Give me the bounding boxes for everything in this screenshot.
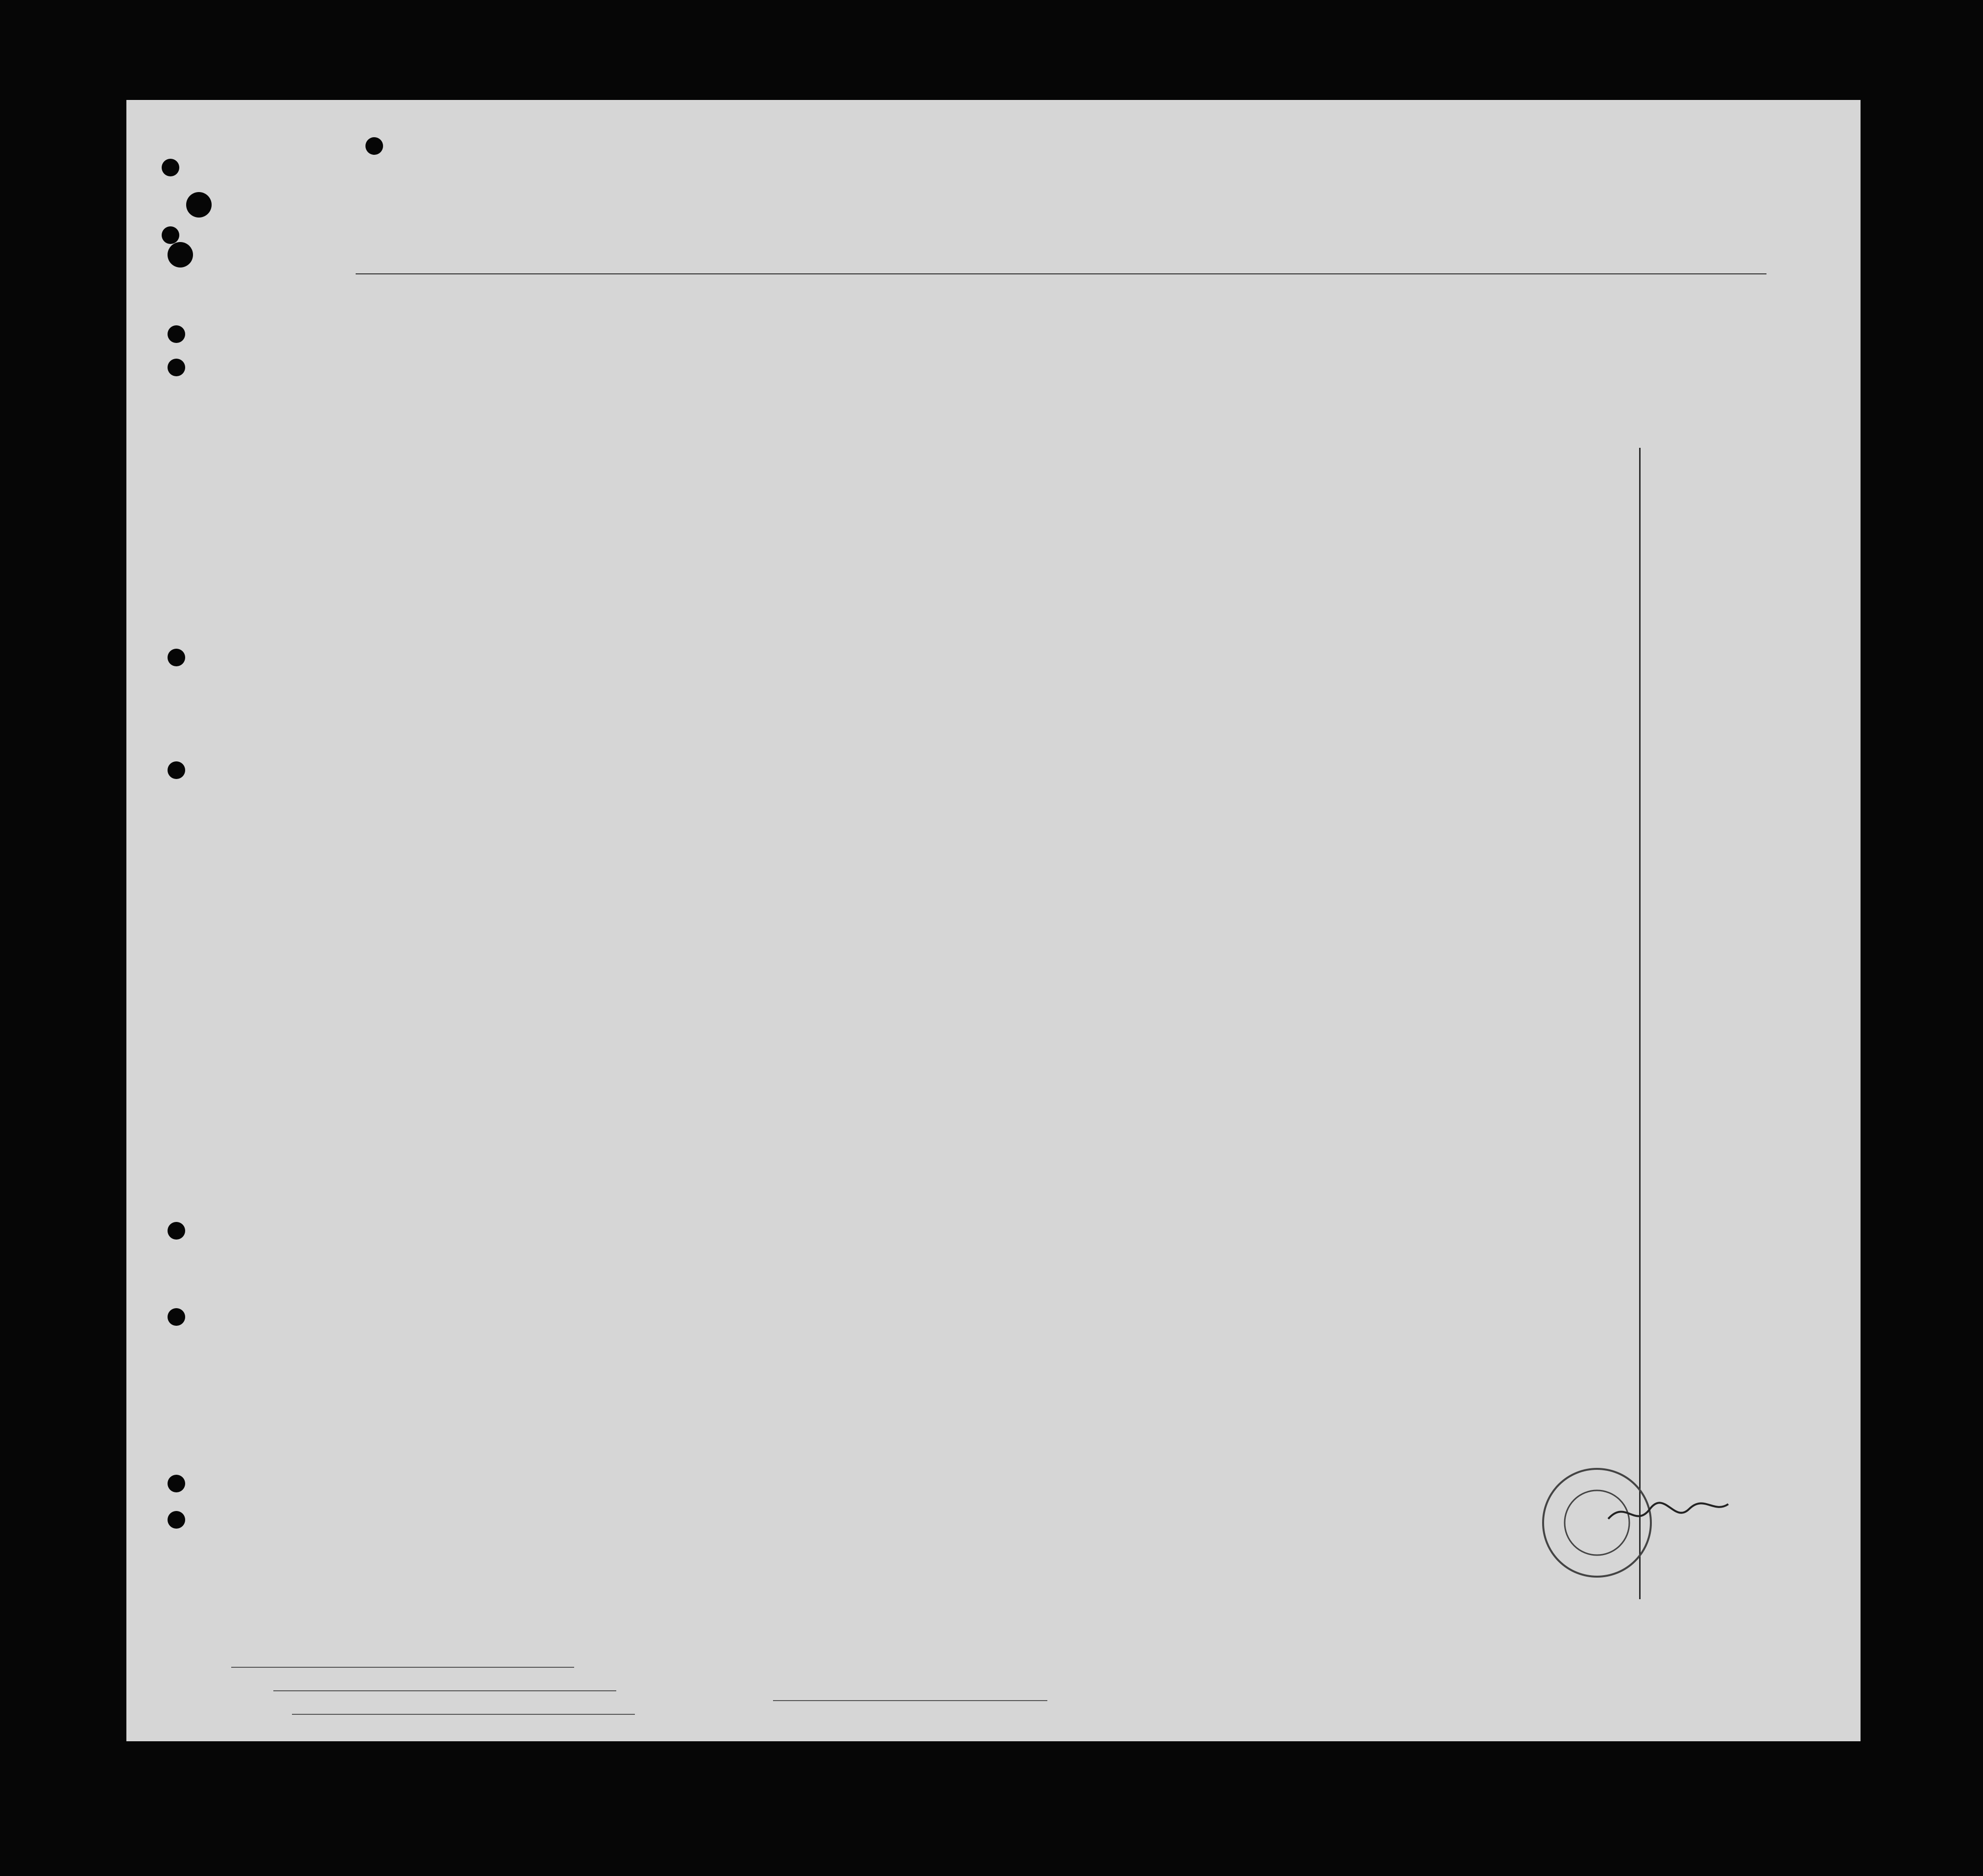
- remarks-ditto-line: [1639, 448, 1641, 1599]
- footer-rule: [231, 1667, 574, 1668]
- remarks-signature: [1606, 1489, 1733, 1534]
- manifest-sheet: [126, 100, 1861, 1741]
- footer-rule: [273, 1690, 616, 1691]
- footer-rule: [292, 1714, 635, 1715]
- signature-rule: [773, 1700, 1047, 1701]
